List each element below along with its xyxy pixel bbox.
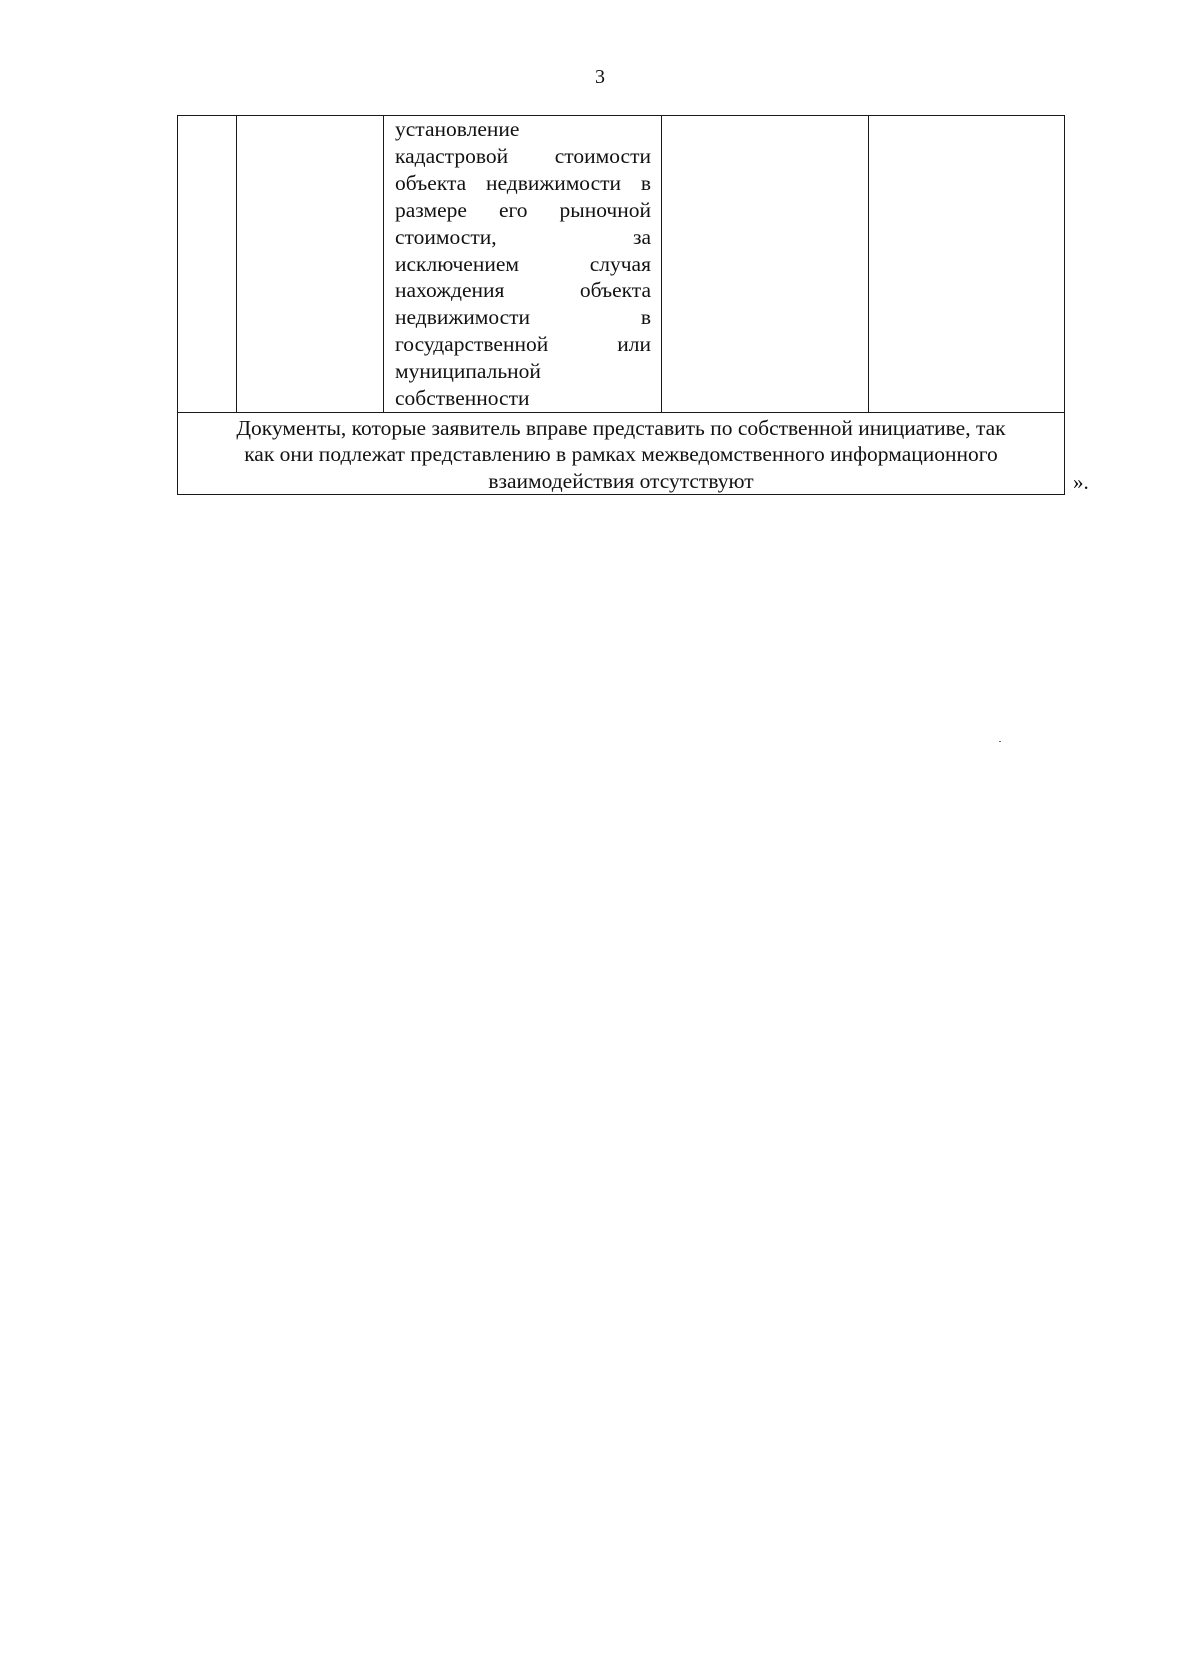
table-note-cell [178, 412, 1065, 495]
note-line: Документы, которые заявитель вправе представить по собственной инициативе, так [236, 415, 1006, 440]
cell-text-word: кадастровой [395, 143, 509, 168]
table-cell-service-text [384, 116, 662, 413]
note-line: взаимодействия отсутствуют [488, 468, 754, 493]
cell-text-word: объекта [579, 278, 651, 303]
cell-text-line [395, 170, 651, 197]
cell-text-line [395, 116, 651, 143]
cell-text-word: объекта [395, 170, 467, 195]
cell-text-line [395, 197, 651, 224]
cell-text-word: недвижимости [395, 305, 531, 330]
cell-text-word: нахождения [395, 278, 505, 303]
table-cell-empty-5 [869, 116, 1065, 413]
cell-text-word: собственности [395, 386, 530, 411]
table-cell-empty-2 [237, 116, 384, 413]
note-line: как они подлежат представлению в рамках межведомственного информационного [244, 442, 998, 467]
cell-text-line [395, 358, 651, 385]
cell-text-word: установление [395, 117, 520, 141]
cell-text-word: исключением [395, 251, 519, 276]
document-table [177, 115, 1065, 495]
cell-text-word: рыночной [559, 197, 651, 222]
cell-text-word: размере [395, 197, 467, 222]
cell-text-word: стоимости [554, 143, 651, 168]
cell-text-word: муниципальной [395, 359, 541, 384]
table-row-note [178, 412, 1065, 495]
cell-text-line [395, 251, 651, 278]
cell-text-line [395, 385, 651, 412]
table-cell-empty-1 [178, 116, 237, 413]
cell-text-line [395, 304, 651, 331]
page-number: 3 [595, 66, 605, 88]
cell-text-word: за [632, 224, 651, 249]
scan-speck [999, 741, 1001, 742]
table-cell-empty-4 [662, 116, 869, 413]
cell-text-line [395, 143, 651, 170]
table-row [178, 116, 1065, 413]
cell-text-word: или [617, 332, 651, 357]
cell-text-word: недвижимости [485, 170, 622, 195]
cell-text-word: в [640, 305, 651, 330]
cell-text-line [395, 224, 651, 251]
cell-text-line [395, 277, 651, 304]
closing-quote: ». [1073, 470, 1089, 494]
cell-text-word: его [498, 197, 528, 222]
cell-text-line [395, 331, 651, 358]
cell-text-word: стоимости, [395, 224, 497, 249]
cell-text-word: государственной [395, 332, 549, 357]
cell-text-word: случая [589, 251, 651, 276]
cell-text-word: в [640, 170, 651, 195]
